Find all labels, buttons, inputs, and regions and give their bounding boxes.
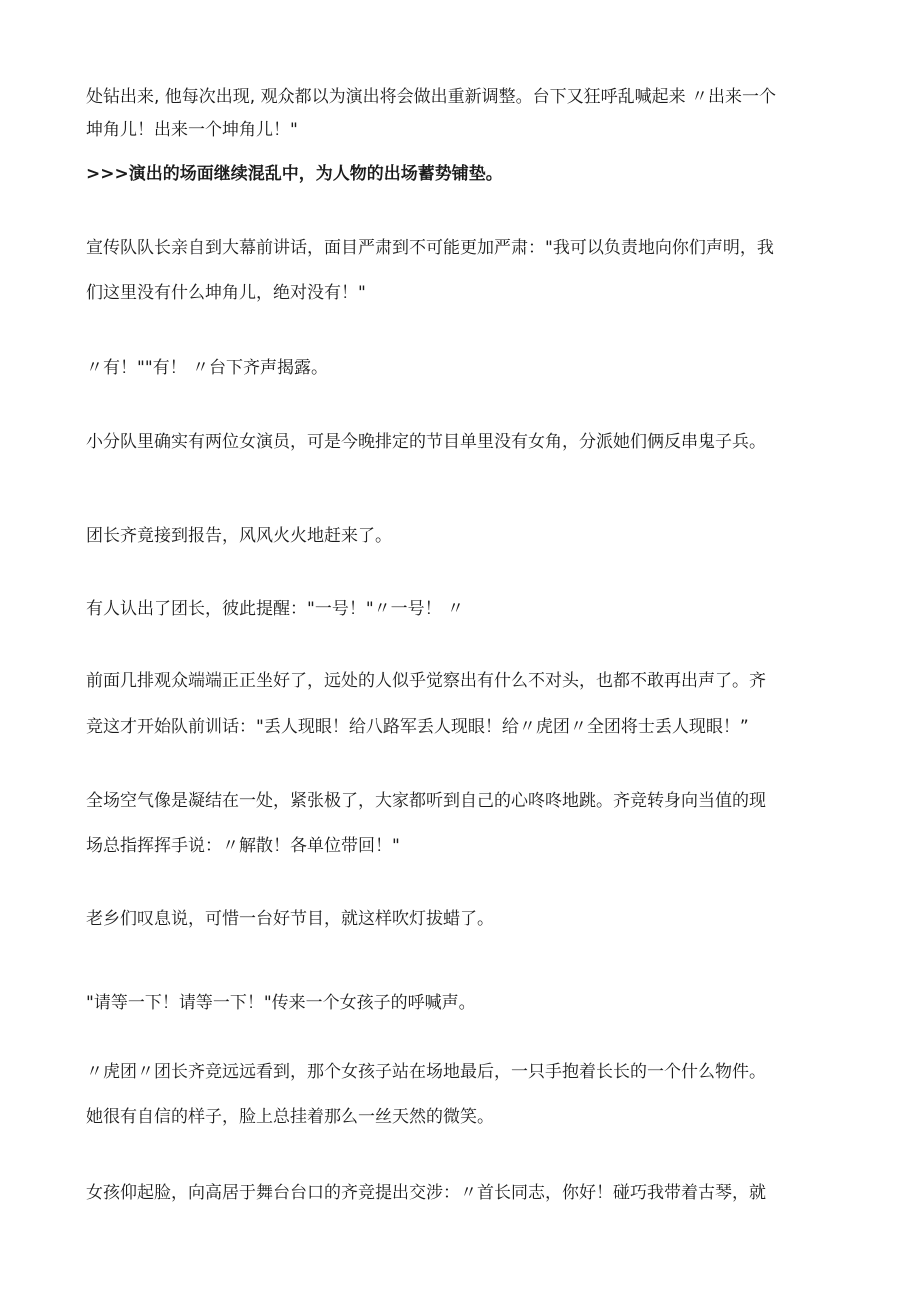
summary-note: >>>演出的场面继续混乱中，为人物的出场蓄势铺垫。 [86,164,503,184]
text-line: 女孩仰起脸，向高居于舞台台口的齐竞提出交涉：〃首长同志，你好！碰巧我带着古琴，就 [86,1183,766,1203]
text-line: 有人认出了团长，彼此提醒："一号！"〃一号！ 〃 [86,599,465,619]
text-line: 〃虎团〃团长齐竞远远看到，那个女孩子站在场地最后，一只手抱着长长的一个什么物件。 [86,1062,766,1082]
text-line: 处钻出来, 他每次出现, 观众都以为演出将会做出重新调整。台下又狂呼乱喊起来 〃出来一个 [86,87,777,107]
text-line: 小分队里确实有两位女演员，可是今晚排定的节目单里没有女角，分派她们俩反串鬼子兵。 [86,432,766,452]
text-line: 坤角儿！出来一个坤角儿！" [86,120,298,140]
text-line: 竞这才开始队前训话："丢人现眼！给八路军丢人现眼！给〃虎团〃全团将士丢人现眼！” [86,717,749,737]
text-line: 全场空气像是凝结在一处，紧张极了，大家都听到自己的心咚咚地跳。齐竞转身向当值的现 [86,791,766,811]
text-line: 宣传队队长亲自到大幕前讲话，面目严肃到不可能更加严肃："我可以负责地向你们声明，我 [86,238,774,258]
text-line: 们这里没有什么坤角儿，绝对没有！" [86,283,366,303]
text-line: 〃有！""有！ 〃台下齐声揭露。 [86,358,329,378]
text-line: 前面几排观众端端正正坐好了，远处的人似乎觉察出有什么不对头，也都不敢再出声了。齐 [86,671,766,691]
text-line: "请等一下！请等一下！"传来一个女孩子的呼喊声。 [86,993,476,1013]
text-line: 团长齐竟接到报告，风风火火地赶来了。 [86,526,392,546]
text-line: 场总指挥挥手说：〃解散！各单位带回！" [86,836,400,856]
text-line: 她很有自信的样子，脸上总挂着那么一丝天然的微笑。 [86,1107,494,1127]
text-line: 老乡们叹息说，可惜一台好节目，就这样吹灯拔蜡了。 [86,909,494,929]
